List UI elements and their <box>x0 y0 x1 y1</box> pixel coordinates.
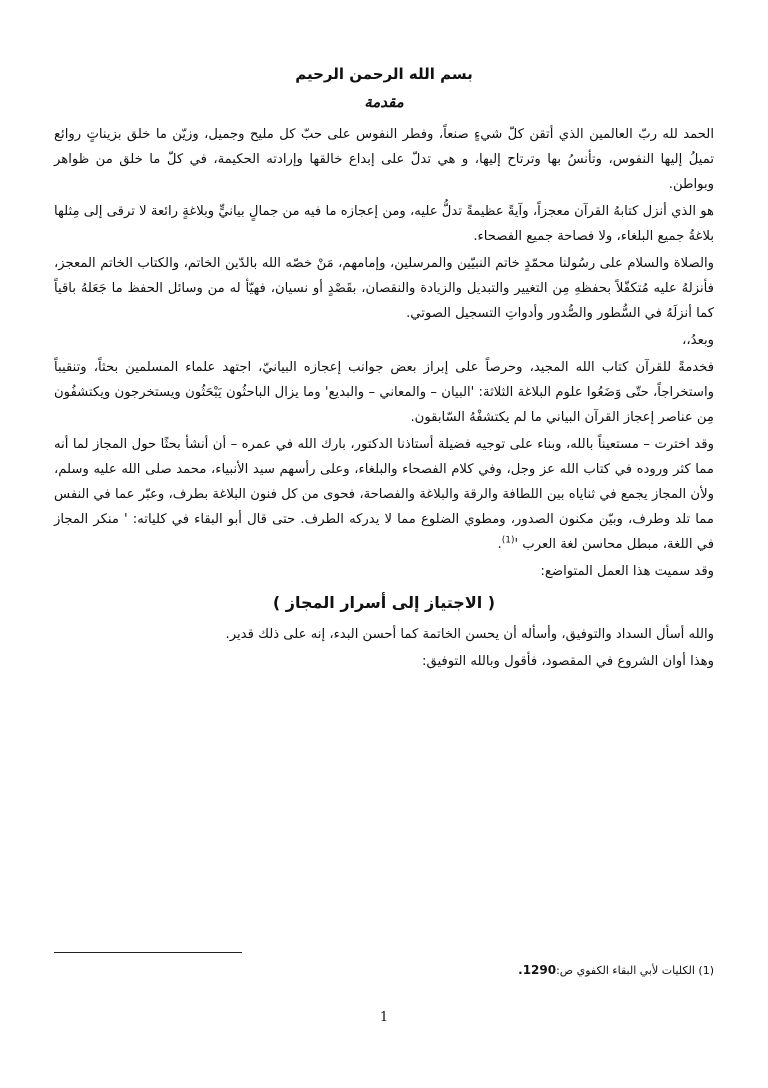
footnote-reference[interactable]: (1) <box>501 535 515 546</box>
introduction-body <box>54 122 714 676</box>
paragraph-service: فخدمةً للقرآن كتاب الله المجيد، وحرصاً على إبراز بعض جوانب إعجازه البيانيّ، اجتهد علماء المسلمين بحثاً، وتنقيباً واستخراجاً، حتّى وَضَعُوا علوم البلاغة الثلاثة: 'البيان – والمعاني – والبديع' وما يزال الباحثُون يَبْحَثُون ويستخرجون ويكتشفُون مِن عناصر إعجاز القرآن البياني ما لم يكتشفْهُ السّابقون. <box>54 360 714 425</box>
paragraph-naming: وقد سميت هذا العمل المتواضع: <box>540 564 714 579</box>
paragraph-choice-text: وقد اخترت – مستعيناً بالله، وبناء على توجيه فضيلة أستاذنا الدكتور، بارك الله في عمره – أن أنشأ بحثًا حول المجاز لما أنه مما كثر وروده في كتاب الله عز وجل، وفي كلام الفصحاء والبلغاء، وعلى رأسهم سيد الأنبياء، محمد صلى الله عليه وسلم، ولأن المجاز يجمع في ثناياه بين اللطافة والرقة والبلاغة والفصاحة، فحوى من كل فنون البلاغة بطرف، وعبّر عما في النفس مما تلد وطرف، وبيّن مكنون الصدور، ومطوي الضلوع مما لا يدركه الطرف. حتى قال أبو البقاء في كلياته: ' منكر المجاز في اللغة، مبطل محاسن لغة العرب ' <box>54 437 714 552</box>
footnote-reference-suffix: . <box>497 537 502 552</box>
footnote-marker: (1) <box>698 964 714 977</box>
basmala-heading: بسم الله الرحمن الرحيم <box>295 65 473 83</box>
footnote-page: 1290. <box>518 963 557 977</box>
page-number: 1 <box>379 1010 389 1025</box>
paragraph-start: وهذا أوان الشروع في المقصود، فأقول وبالله التوفيق: <box>422 654 714 669</box>
paragraph-wabad: وبعدُ،، <box>682 333 714 348</box>
paragraph-quran: هو الذي أنزل كتابهُ القرآن معجزاً، وآيةً عظيمةً تدلُّ عليه، ومن إعجازه ما فيه من جمالٍ بيانيٍّ وبلاغةٍ رائعة لا ترقى إلى مِثلها بلاغةُ جميع البلغاء، ولا فصاحة جميع الفصحاء. <box>54 204 714 244</box>
section-title: مقدمة <box>364 93 404 111</box>
footnote <box>518 962 714 979</box>
paragraph-praise: الحمد لله ربّ العالمين الذي أتقن كلّ شيءٍ صنعاً، وفطر النفوس على حبّ كل مليح وجميل، وزيّن ما خلق بزيناتٍ روائع تميلُ إليها النفوس، وتأنسُ بها وترتاح إليها، و هي تدلّ على إبداع خالقها وإرادته الحكيمة، في كلّ ما خلق من ظواهر وبواطن. <box>54 127 714 192</box>
paragraph-prayer: والله أسأل السداد والتوفيق، وأسأله أن يحسن الخاتمة كما أحسن البدء، إنه على ذلك قدير. <box>225 627 714 642</box>
paragraph-salutation: والصلاة والسلام على رسُولنا محمّدٍ خاتم النبيّين والمرسلين، وإمامهم، مَنْ خصّه الله بالدّين الخاتم، والكتاب الخاتم المعجز، فأنزلهُ عليه مُتكفّلاً بحفظهِ مِن التغيير والتبديل والزيادة والنقصان، بقَصْدٍ أو نسيان، فهيّأ له من وسائل الحفظ ما جَعَلهُ باقياً كما أنزلَهُ في السُّطور والصُّدور وأدواتِ التسجيل الصوتي. <box>54 256 714 321</box>
paragraph-choice <box>54 432 714 557</box>
book-title: ( الاجتياز إلى أسرار المجاز ) <box>272 593 496 612</box>
footnote-text: الكليات لأبي البقاء الكفوي ص: <box>556 964 695 977</box>
footnote-separator <box>54 952 242 953</box>
